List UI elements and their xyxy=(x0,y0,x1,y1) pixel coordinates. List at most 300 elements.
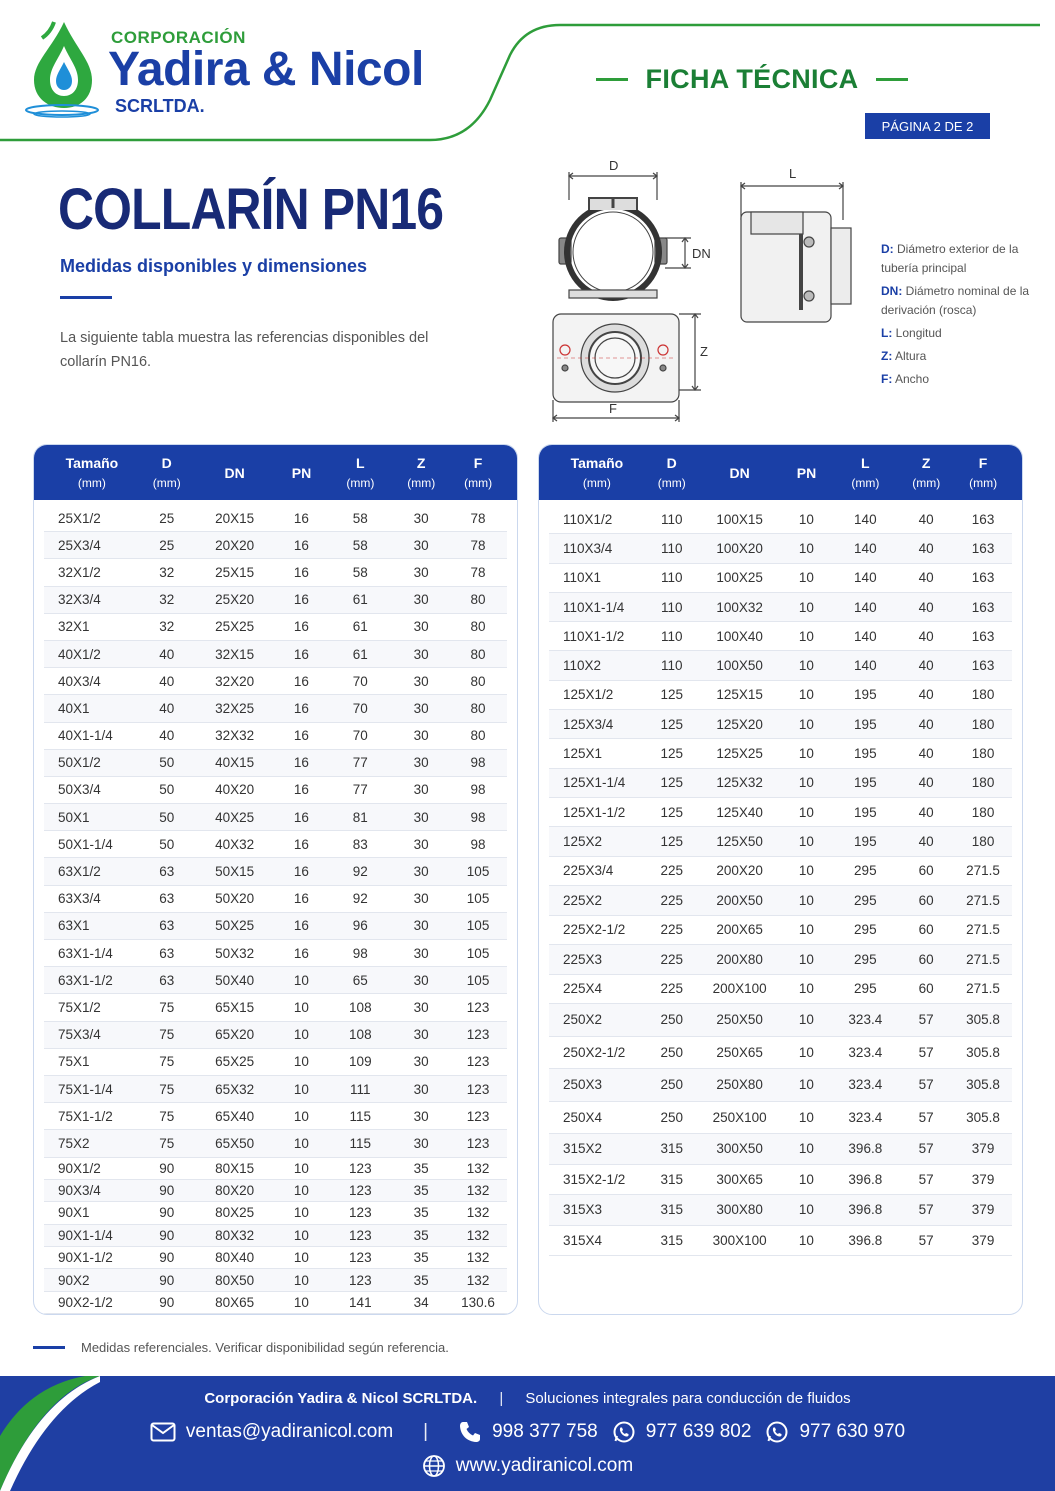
cell-size: 110X1-1/4 xyxy=(563,599,625,615)
cell-dn: 200X65 xyxy=(716,922,763,938)
cell-d: 315 xyxy=(660,1171,684,1187)
cell-z: 30 xyxy=(413,1054,429,1070)
table-row xyxy=(549,916,1012,946)
table-row xyxy=(44,1292,507,1314)
diagram-label-dn: DN xyxy=(692,246,711,261)
cell-pn: 10 xyxy=(798,1109,814,1125)
cell-z: 30 xyxy=(413,1081,429,1097)
cell-z: 35 xyxy=(413,1183,429,1199)
diagram-label-l: L xyxy=(789,166,797,181)
footer-line-web xyxy=(0,1454,1055,1478)
cell-f: 163 xyxy=(971,628,995,644)
cell-l: 295 xyxy=(854,951,877,967)
cell-dn: 300X80 xyxy=(716,1202,763,1218)
cell-size: 63X1 xyxy=(58,918,90,934)
cell-d: 90 xyxy=(159,1205,175,1221)
cell-pn: 10 xyxy=(293,1205,309,1221)
cell-z: 60 xyxy=(918,892,934,908)
cell-l: 295 xyxy=(854,922,877,938)
cell-pn: 16 xyxy=(293,864,309,880)
globe-icon xyxy=(422,1454,446,1478)
cell-size: 90X2 xyxy=(58,1272,90,1288)
table-row xyxy=(549,593,1012,622)
cell-l: 58 xyxy=(352,564,368,580)
cell-dn: 100X25 xyxy=(716,570,763,586)
table-row xyxy=(549,710,1012,739)
table-row xyxy=(549,975,1012,1005)
table-row xyxy=(44,750,507,777)
table-row xyxy=(44,777,507,804)
footer-note-text: Medidas referenciales. Verificar disponibilidad según referencia. xyxy=(81,1340,449,1355)
cell-f: 163 xyxy=(971,540,995,556)
cell-z: 30 xyxy=(413,728,429,744)
cell-size: 50X3/4 xyxy=(58,782,101,798)
cell-z: 40 xyxy=(918,540,934,556)
table-left-header xyxy=(34,445,517,500)
cell-d: 125 xyxy=(660,746,684,762)
cell-l: 61 xyxy=(352,592,368,608)
cell-f: 163 xyxy=(971,658,995,674)
header-z: Z (mm) xyxy=(912,454,941,490)
diagram-label-z: Z xyxy=(700,344,708,359)
table-row xyxy=(549,622,1012,651)
cell-size: 50X1/2 xyxy=(58,755,101,771)
cell-pn: 10 xyxy=(798,716,814,732)
cell-pn: 10 xyxy=(798,1077,814,1093)
cell-z: 40 xyxy=(918,716,934,732)
table-row xyxy=(549,505,1012,534)
cell-d: 110 xyxy=(660,570,683,586)
table-row xyxy=(44,913,507,940)
cell-dn: 32X15 xyxy=(215,646,255,662)
cell-pn: 10 xyxy=(293,1027,309,1043)
cell-pn: 10 xyxy=(798,628,814,644)
cell-pn: 10 xyxy=(293,1108,309,1124)
cell-dn: 100X40 xyxy=(716,628,763,644)
cell-f: 98 xyxy=(470,782,486,798)
cell-f: 379 xyxy=(971,1171,995,1187)
footer-email[interactable]: ventas@yadiranicol.com xyxy=(150,1421,393,1443)
cell-z: 57 xyxy=(918,1012,934,1028)
cell-dn: 65X20 xyxy=(215,1027,255,1043)
cell-f: 105 xyxy=(466,972,490,988)
cell-size: 90X1-1/4 xyxy=(58,1227,113,1243)
cell-pn: 10 xyxy=(798,981,814,997)
cell-pn: 16 xyxy=(293,945,309,961)
cell-dn: 300X65 xyxy=(716,1171,763,1187)
cell-l: 108 xyxy=(349,1027,372,1043)
cell-f: 305.8 xyxy=(966,1012,1000,1028)
cell-size: 90X1-1/2 xyxy=(58,1250,113,1266)
footer-company: Corporación Yadira & Nicol SCRLTDA. xyxy=(204,1390,478,1407)
footer-line-contacts xyxy=(0,1420,1055,1444)
cell-pn: 16 xyxy=(293,700,309,716)
cell-z: 57 xyxy=(918,1141,934,1157)
cell-f: 379 xyxy=(971,1141,995,1157)
cell-size: 225X2 xyxy=(563,892,603,908)
header-size: Tamaño (mm) xyxy=(65,454,119,490)
cell-f: 105 xyxy=(466,918,490,934)
header-d: D (mm) xyxy=(152,454,181,490)
cell-z: 30 xyxy=(413,1027,429,1043)
cell-size: 225X3/4 xyxy=(563,863,614,879)
cell-l: 123 xyxy=(349,1160,372,1176)
cell-d: 40 xyxy=(159,673,175,689)
table-row xyxy=(549,769,1012,798)
cell-z: 57 xyxy=(918,1232,934,1248)
page-subtitle: Medidas disponibles y dimensiones xyxy=(60,256,368,276)
table-row xyxy=(549,945,1012,975)
cell-pn: 16 xyxy=(293,755,309,771)
ficha-dash-right xyxy=(876,78,908,81)
cell-z: 30 xyxy=(413,891,429,907)
footer-whatsapp-2[interactable]: 977 630 970 xyxy=(765,1420,905,1444)
cell-l: 295 xyxy=(854,981,877,997)
footer-phone[interactable]: 998 377 758 xyxy=(458,1420,598,1444)
cell-z: 30 xyxy=(413,673,429,689)
cell-pn: 10 xyxy=(798,1232,814,1248)
cell-z: 30 xyxy=(413,700,429,716)
cell-z: 30 xyxy=(413,782,429,798)
cell-size: 40X1/2 xyxy=(58,646,101,662)
cell-d: 225 xyxy=(660,863,684,879)
cell-l: 61 xyxy=(352,646,368,662)
cell-f: 180 xyxy=(971,687,995,703)
cell-size: 250X3 xyxy=(563,1077,603,1093)
cell-dn: 40X15 xyxy=(215,755,255,771)
cell-f: 123 xyxy=(466,999,490,1015)
footer-whatsapp-1[interactable]: 977 639 802 xyxy=(612,1420,752,1444)
cell-dn: 250X50 xyxy=(716,1012,763,1028)
cell-l: 77 xyxy=(352,755,368,771)
cell-pn: 10 xyxy=(293,1054,309,1070)
cell-f: 180 xyxy=(971,775,995,791)
cell-d: 250 xyxy=(660,1012,684,1028)
table-row xyxy=(44,1225,507,1247)
cell-z: 40 xyxy=(918,658,934,674)
cell-d: 90 xyxy=(159,1250,175,1266)
cell-dn: 125X32 xyxy=(716,775,763,791)
cell-d: 25 xyxy=(159,510,175,526)
cell-size: 225X3 xyxy=(563,951,603,967)
cell-d: 32 xyxy=(159,592,175,608)
cell-d: 110 xyxy=(660,628,683,644)
table-row xyxy=(44,1247,507,1269)
cell-dn: 100X15 xyxy=(716,511,763,527)
cell-size: 225X4 xyxy=(563,981,603,997)
cell-dn: 80X20 xyxy=(215,1183,255,1199)
cell-l: 141 xyxy=(349,1295,372,1311)
cell-l: 109 xyxy=(349,1054,372,1070)
cell-size: 32X1/2 xyxy=(58,564,101,580)
table-row xyxy=(549,827,1012,856)
cell-pn: 16 xyxy=(293,564,309,580)
cell-dn: 80X50 xyxy=(215,1272,255,1288)
cell-pn: 10 xyxy=(293,1081,309,1097)
cell-size: 125X3/4 xyxy=(563,716,614,732)
cell-l: 108 xyxy=(349,999,372,1015)
footer-web[interactable]: www.yadiranicol.com xyxy=(422,1454,633,1478)
cell-f: 98 xyxy=(470,836,486,852)
cell-dn: 50X20 xyxy=(215,891,255,907)
cell-dn: 125X40 xyxy=(716,804,763,820)
cell-dn: 80X25 xyxy=(215,1205,255,1221)
table-right-header xyxy=(539,445,1022,500)
cell-size: 75X2 xyxy=(58,1135,90,1151)
brand-top: CORPORACIÓN xyxy=(111,28,246,47)
table-row xyxy=(44,967,507,994)
cell-pn: 16 xyxy=(293,836,309,852)
legend-item-f: F: Ancho xyxy=(881,372,930,386)
cell-dn: 20X20 xyxy=(215,537,255,553)
table-row xyxy=(549,1004,1012,1037)
cell-pn: 10 xyxy=(293,1272,309,1288)
cell-pn: 10 xyxy=(798,1012,814,1028)
cell-dn: 300X100 xyxy=(712,1232,767,1248)
cell-z: 35 xyxy=(413,1227,429,1243)
cell-d: 63 xyxy=(159,972,175,988)
cell-l: 123 xyxy=(349,1250,372,1266)
cell-pn: 10 xyxy=(798,1171,814,1187)
cell-d: 40 xyxy=(159,646,175,662)
cell-f: 123 xyxy=(466,1081,490,1097)
header-l: L (mm) xyxy=(346,454,375,490)
footer-note xyxy=(33,1340,449,1355)
cell-size: 90X1/2 xyxy=(58,1160,101,1176)
cell-d: 50 xyxy=(159,782,175,798)
header-f: F (mm) xyxy=(464,454,493,490)
brand-name: Yadira & Nicol xyxy=(108,43,424,96)
cell-size: 90X3/4 xyxy=(58,1183,101,1199)
cell-size: 32X1 xyxy=(58,619,90,635)
cell-dn: 80X32 xyxy=(215,1227,255,1243)
table-row xyxy=(44,1202,507,1224)
cell-l: 323.4 xyxy=(848,1044,883,1060)
cell-size: 25X1/2 xyxy=(58,510,101,526)
cell-dn: 125X15 xyxy=(716,687,763,703)
table-row xyxy=(44,614,507,641)
cell-f: 271.5 xyxy=(966,863,1000,879)
cell-d: 75 xyxy=(159,1108,175,1124)
cell-d: 75 xyxy=(159,999,175,1015)
cell-pn: 10 xyxy=(798,599,814,615)
footer xyxy=(0,1376,1055,1491)
cell-f: 105 xyxy=(466,891,490,907)
cell-z: 30 xyxy=(413,972,429,988)
cell-l: 92 xyxy=(352,891,368,907)
cell-size: 225X2-1/2 xyxy=(563,922,626,938)
table-row xyxy=(549,886,1012,916)
cell-f: 132 xyxy=(466,1205,490,1221)
cell-dn: 65X25 xyxy=(215,1054,255,1070)
cell-l: 58 xyxy=(352,510,368,526)
cell-d: 315 xyxy=(660,1141,684,1157)
cell-d: 63 xyxy=(159,918,175,934)
table-left-body xyxy=(34,500,517,1314)
cell-l: 83 xyxy=(352,836,368,852)
cell-l: 123 xyxy=(349,1272,372,1288)
table-row xyxy=(549,1069,1012,1102)
cell-z: 60 xyxy=(918,922,934,938)
cell-dn: 50X32 xyxy=(215,945,255,961)
cell-dn: 32X32 xyxy=(215,728,255,744)
cell-z: 30 xyxy=(413,999,429,1015)
table-row xyxy=(44,886,507,913)
cell-dn: 250X100 xyxy=(712,1109,767,1125)
header-l: L (mm) xyxy=(851,454,880,490)
cell-size: 125X1 xyxy=(563,746,603,762)
table-row xyxy=(549,739,1012,768)
cell-f: 130.6 xyxy=(461,1295,495,1311)
cell-d: 250 xyxy=(660,1109,684,1125)
cell-d: 40 xyxy=(159,700,175,716)
cell-size: 75X3/4 xyxy=(58,1027,101,1043)
cell-l: 98 xyxy=(352,945,368,961)
cell-z: 40 xyxy=(918,628,934,644)
cell-dn: 100X32 xyxy=(716,599,763,615)
cell-dn: 125X50 xyxy=(716,833,763,849)
table-row xyxy=(44,994,507,1021)
cell-l: 195 xyxy=(854,833,877,849)
cell-dn: 80X65 xyxy=(215,1295,255,1311)
cell-f: 180 xyxy=(971,716,995,732)
cell-dn: 80X15 xyxy=(215,1160,255,1176)
cell-l: 295 xyxy=(854,892,877,908)
cell-d: 225 xyxy=(660,892,684,908)
cell-f: 163 xyxy=(971,511,995,527)
table-row xyxy=(44,559,507,586)
table-row xyxy=(44,1180,507,1202)
cell-d: 315 xyxy=(660,1202,684,1218)
cell-size: 315X3 xyxy=(563,1202,603,1218)
cell-l: 123 xyxy=(349,1205,372,1221)
cell-f: 271.5 xyxy=(966,892,1000,908)
cell-dn: 50X15 xyxy=(215,864,255,880)
table-row xyxy=(44,1130,507,1157)
cell-size: 315X2 xyxy=(563,1141,603,1157)
cell-dn: 32X20 xyxy=(215,673,255,689)
cell-z: 57 xyxy=(918,1044,934,1060)
cell-size: 63X1/2 xyxy=(58,864,101,880)
cell-size: 75X1/2 xyxy=(58,999,101,1015)
cell-l: 140 xyxy=(854,570,877,586)
cell-dn: 65X32 xyxy=(215,1081,255,1097)
table-row xyxy=(44,940,507,967)
cell-z: 30 xyxy=(413,1108,429,1124)
cell-size: 63X1-1/4 xyxy=(58,945,113,961)
cell-f: 78 xyxy=(470,564,486,580)
cell-f: 123 xyxy=(466,1027,490,1043)
phone-icon xyxy=(458,1420,482,1444)
cell-d: 75 xyxy=(159,1081,175,1097)
cell-l: 92 xyxy=(352,864,368,880)
cell-pn: 10 xyxy=(293,1183,309,1199)
cell-pn: 16 xyxy=(293,619,309,635)
cell-pn: 10 xyxy=(798,746,814,762)
cell-size: 110X3/4 xyxy=(563,540,613,556)
cell-l: 111 xyxy=(350,1081,371,1097)
cell-d: 125 xyxy=(660,804,684,820)
table-row xyxy=(44,1022,507,1049)
cell-f: 132 xyxy=(466,1183,490,1199)
table-row xyxy=(44,1269,507,1291)
cell-size: 40X1-1/4 xyxy=(58,728,113,744)
cell-z: 60 xyxy=(918,981,934,997)
cell-f: 80 xyxy=(470,673,486,689)
table-right-body xyxy=(539,500,1022,1256)
cell-dn: 80X40 xyxy=(215,1250,255,1266)
cell-pn: 10 xyxy=(798,1141,814,1157)
cell-dn: 100X20 xyxy=(716,540,763,556)
cell-f: 132 xyxy=(466,1227,490,1243)
cell-l: 70 xyxy=(352,700,368,716)
cell-dn: 250X80 xyxy=(716,1077,763,1093)
cell-f: 98 xyxy=(470,809,486,825)
cell-z: 30 xyxy=(413,945,429,961)
cell-d: 250 xyxy=(660,1044,684,1060)
cell-l: 140 xyxy=(854,658,877,674)
cell-pn: 10 xyxy=(798,687,814,703)
footer-tagline: Soluciones integrales para conducción de fluidos xyxy=(525,1390,851,1407)
cell-dn: 20X15 xyxy=(215,510,255,526)
cell-l: 65 xyxy=(352,972,368,988)
cell-size: 125X1/2 xyxy=(563,687,614,703)
cell-d: 125 xyxy=(660,716,684,732)
ficha-tecnica-text: FICHA TÉCNICA xyxy=(645,64,859,94)
cell-size: 110X1-1/2 xyxy=(563,628,625,644)
cell-pn: 10 xyxy=(293,1135,309,1151)
cell-pn: 10 xyxy=(293,972,309,988)
collar-technical-diagram xyxy=(545,150,865,425)
cell-pn: 16 xyxy=(293,646,309,662)
cell-f: 271.5 xyxy=(966,951,1000,967)
cell-dn: 300X50 xyxy=(716,1141,763,1157)
header-pn: PN xyxy=(796,464,817,481)
cell-d: 225 xyxy=(660,922,684,938)
cell-l: 295 xyxy=(854,863,877,879)
cell-d: 32 xyxy=(159,564,175,580)
cell-d: 90 xyxy=(159,1272,175,1288)
cell-z: 30 xyxy=(413,646,429,662)
cell-size: 125X1-1/2 xyxy=(563,804,626,820)
cell-z: 30 xyxy=(413,864,429,880)
cell-l: 70 xyxy=(352,728,368,744)
cell-f: 180 xyxy=(971,804,995,820)
cell-pn: 10 xyxy=(293,1295,309,1311)
footer-line-company xyxy=(0,1390,1055,1407)
header-pn: PN xyxy=(291,464,312,481)
cell-d: 75 xyxy=(159,1027,175,1043)
cell-z: 40 xyxy=(918,746,934,762)
legend-item-z: Z: Altura xyxy=(881,349,927,363)
cell-l: 123 xyxy=(349,1227,372,1243)
cell-pn: 16 xyxy=(293,673,309,689)
cell-d: 90 xyxy=(159,1295,175,1311)
table-row xyxy=(549,564,1012,593)
cell-dn: 50X40 xyxy=(215,972,255,988)
cell-pn: 16 xyxy=(293,728,309,744)
cell-pn: 16 xyxy=(293,592,309,608)
cell-size: 250X2 xyxy=(563,1012,603,1028)
cell-z: 30 xyxy=(413,592,429,608)
cell-l: 96 xyxy=(352,918,368,934)
cell-f: 379 xyxy=(971,1232,995,1248)
table-row xyxy=(44,1076,507,1103)
cell-pn: 10 xyxy=(798,951,814,967)
cell-l: 396.8 xyxy=(848,1141,883,1157)
cell-d: 250 xyxy=(660,1077,684,1093)
cell-l: 61 xyxy=(352,619,368,635)
